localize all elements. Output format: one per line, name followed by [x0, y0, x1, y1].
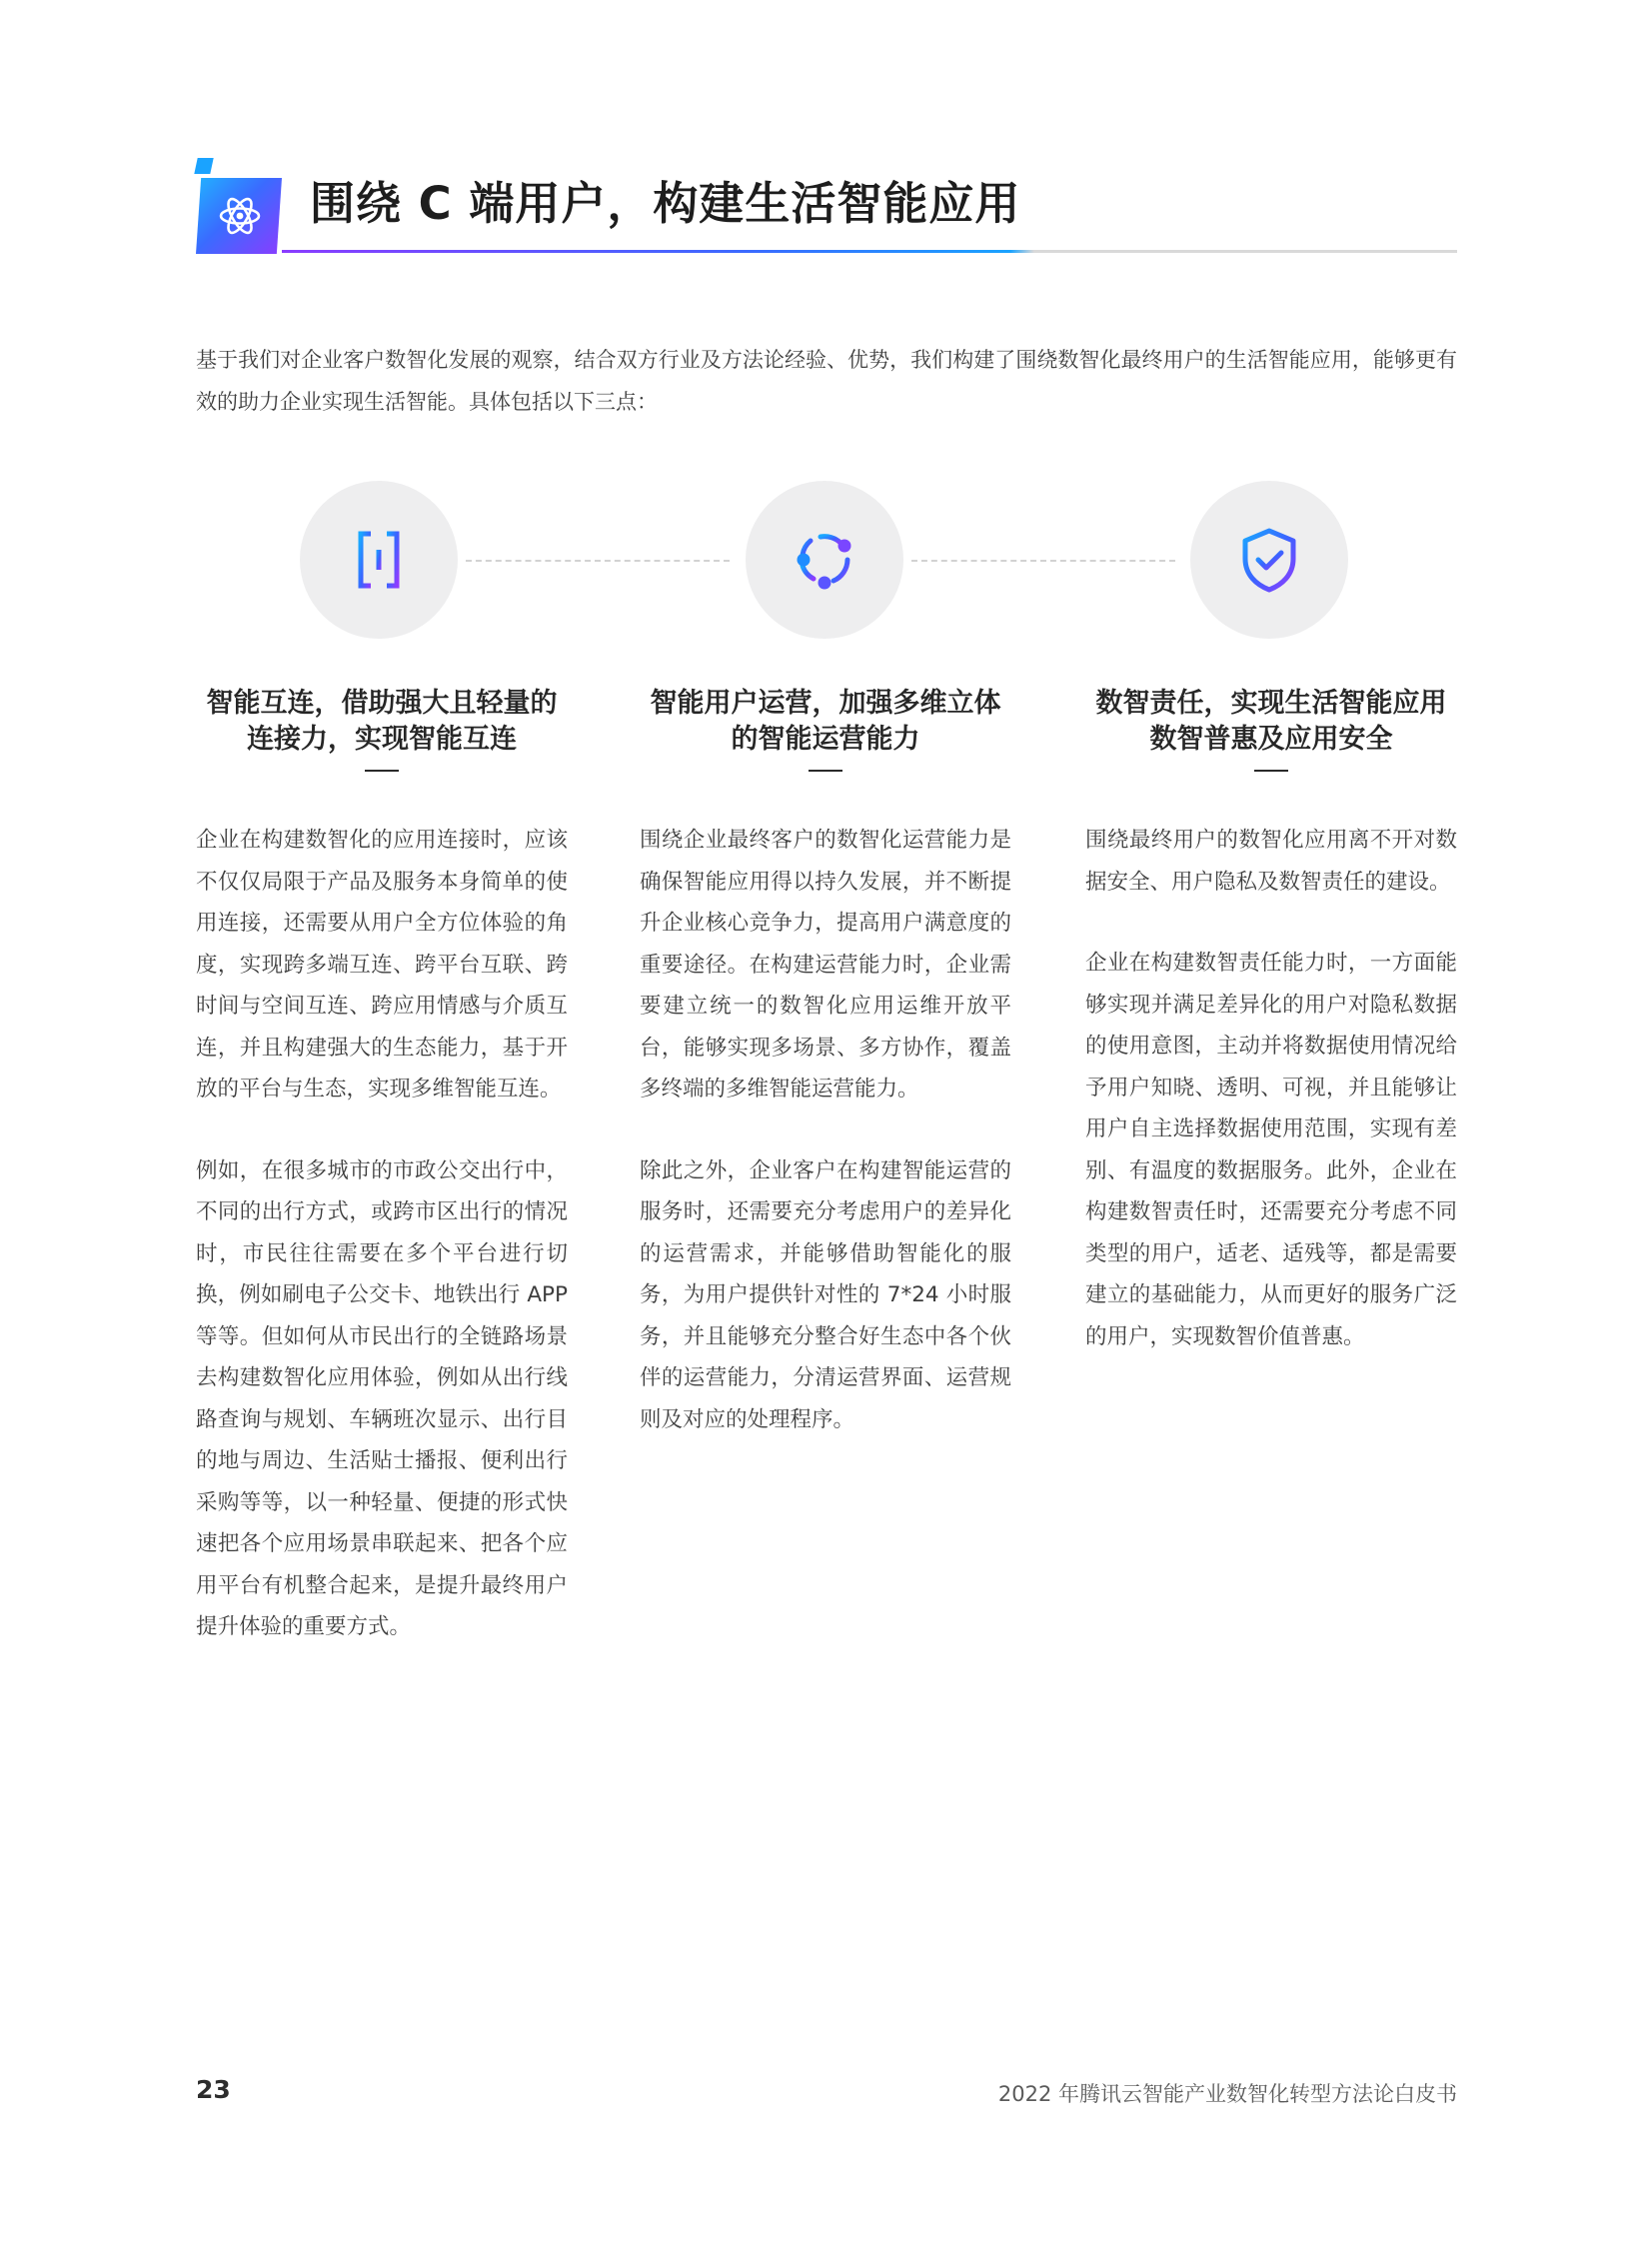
column-title-line: 数智责任，实现生活智能应用 — [1095, 688, 1447, 719]
intro-paragraph: 基于我们对企业客户数智化发展的观察，结合双方行业及方法论经验、优势，我们构建了围绕数智化最终用户的生活智能应用，能够更有效的助力企业实现生活智能。具体包括以下三点： — [196, 348, 1457, 414]
column-title — [196, 686, 568, 770]
column-title — [1085, 686, 1457, 770]
cycle-nodes-icon — [789, 524, 860, 596]
column-title-line: 智能互连，借助强大且轻量的 — [206, 688, 558, 719]
page-title: 围绕 C 端用户，构建生活智能应用 — [310, 177, 1021, 230]
column-paragraph: 企业在构建数智化的应用连接时，应该不仅仅局限于产品及服务本身简单的使用连接，还需要从用户全方位体验的角度，实现跨多端互连、跨平台互联、跨时间与空间互连、跨应用情感与介质互连，并且构建强大的生态能力，基于开放的平台与生态，实现多维智能互连。 — [196, 828, 568, 1102]
feature-icon-circle-1 — [300, 481, 458, 639]
column-title-line: 智能用户运营，加强多维立体 — [650, 688, 1001, 719]
column-title-line: 连接力，实现智能互连 — [247, 724, 517, 755]
column-paragraph: 围绕最终用户的数智化应用离不开对数据安全、用户隐私及数智责任的建设。 — [1085, 828, 1457, 895]
page-number: 23 — [196, 2075, 231, 2104]
column-title-line: 数智普惠及应用安全 — [1149, 724, 1393, 755]
column-body — [196, 820, 568, 1648]
section-header — [196, 158, 1457, 254]
feature-column-connectivity — [196, 686, 568, 1688]
column-divider — [365, 770, 399, 772]
header-accent-mark — [194, 158, 213, 174]
dashed-connector-1 — [466, 560, 730, 562]
scan-frame-icon — [343, 524, 415, 596]
column-paragraph: 例如，在很多城市的市政公交出行中，不同的出行方式，或跨市区出行的情况时，市民往往需要在多个平台进行切换，例如刷电子公交卡、地铁出行 APP 等等。但如何从市民出行的全链路场景去构建数智化应用体验，例如从出行线路查询与规划、车辆班次显示、出行目的地与周边、生活贴士播报、便利出行采购等等，以一种轻量、便捷的形式快速把各个应用场景串联起来、把各个应用平台有机整合起来，是提升最终用户提升体验的重要方式。 — [196, 1157, 568, 1639]
column-title-line: 的智能运营能力 — [731, 724, 920, 755]
feature-icon-circle-2 — [746, 481, 903, 639]
shield-check-icon — [1233, 524, 1305, 596]
atom-icon — [218, 194, 262, 238]
header-underline — [282, 250, 1457, 253]
feature-column-responsibility — [1085, 686, 1457, 1397]
document-title: 2022 年腾讯云智能产业数智化转型方法论白皮书 — [997, 2082, 1457, 2106]
column-title — [640, 686, 1011, 770]
feature-column-operations — [640, 686, 1011, 1480]
header-badge — [196, 178, 282, 254]
column-divider — [809, 770, 842, 772]
dashed-connector-2 — [911, 560, 1175, 562]
column-paragraph: 除此之外，企业客户在构建智能运营的服务时，还需要充分考虑用户的差异化的运营需求，并能够借助智能化的服务，为用户提供针对性的 7*24 小时服务，并且能够充分整合好生态中各个伙伴的运营能力，分清运营界面、运营规则及对应的处理程序。 — [640, 1157, 1011, 1432]
feature-icon-circle-3 — [1190, 481, 1348, 639]
column-body — [640, 820, 1011, 1440]
column-paragraph: 企业在构建数智责任能力时，一方面能够实现并满足差异化的用户对隐私数据的使用意图，主动并将数据使用情况给予用户知晓、透明、可视，并且能够让用户自主选择数据使用范围，实现有差别、有温度的数据服务。此外，企业在构建数智责任时，还需要充分考虑不同类型的用户，适老、适残等，都是需要建立的基础能力，从而更好的服务广泛的用户，实现数智价值普惠。 — [1085, 951, 1457, 1349]
column-divider — [1254, 770, 1288, 772]
column-body — [1085, 820, 1457, 1357]
column-paragraph: 围绕企业最终客户的数智化运营能力是确保智能应用得以持久发展，并不断提升企业核心竞争力，提高用户满意度的重要途径。在构建运营能力时，企业需要建立统一的数智化应用运维开放平台，能够实现多场景、多方协作，覆盖多终端的多维智能运营能力。 — [640, 828, 1011, 1102]
